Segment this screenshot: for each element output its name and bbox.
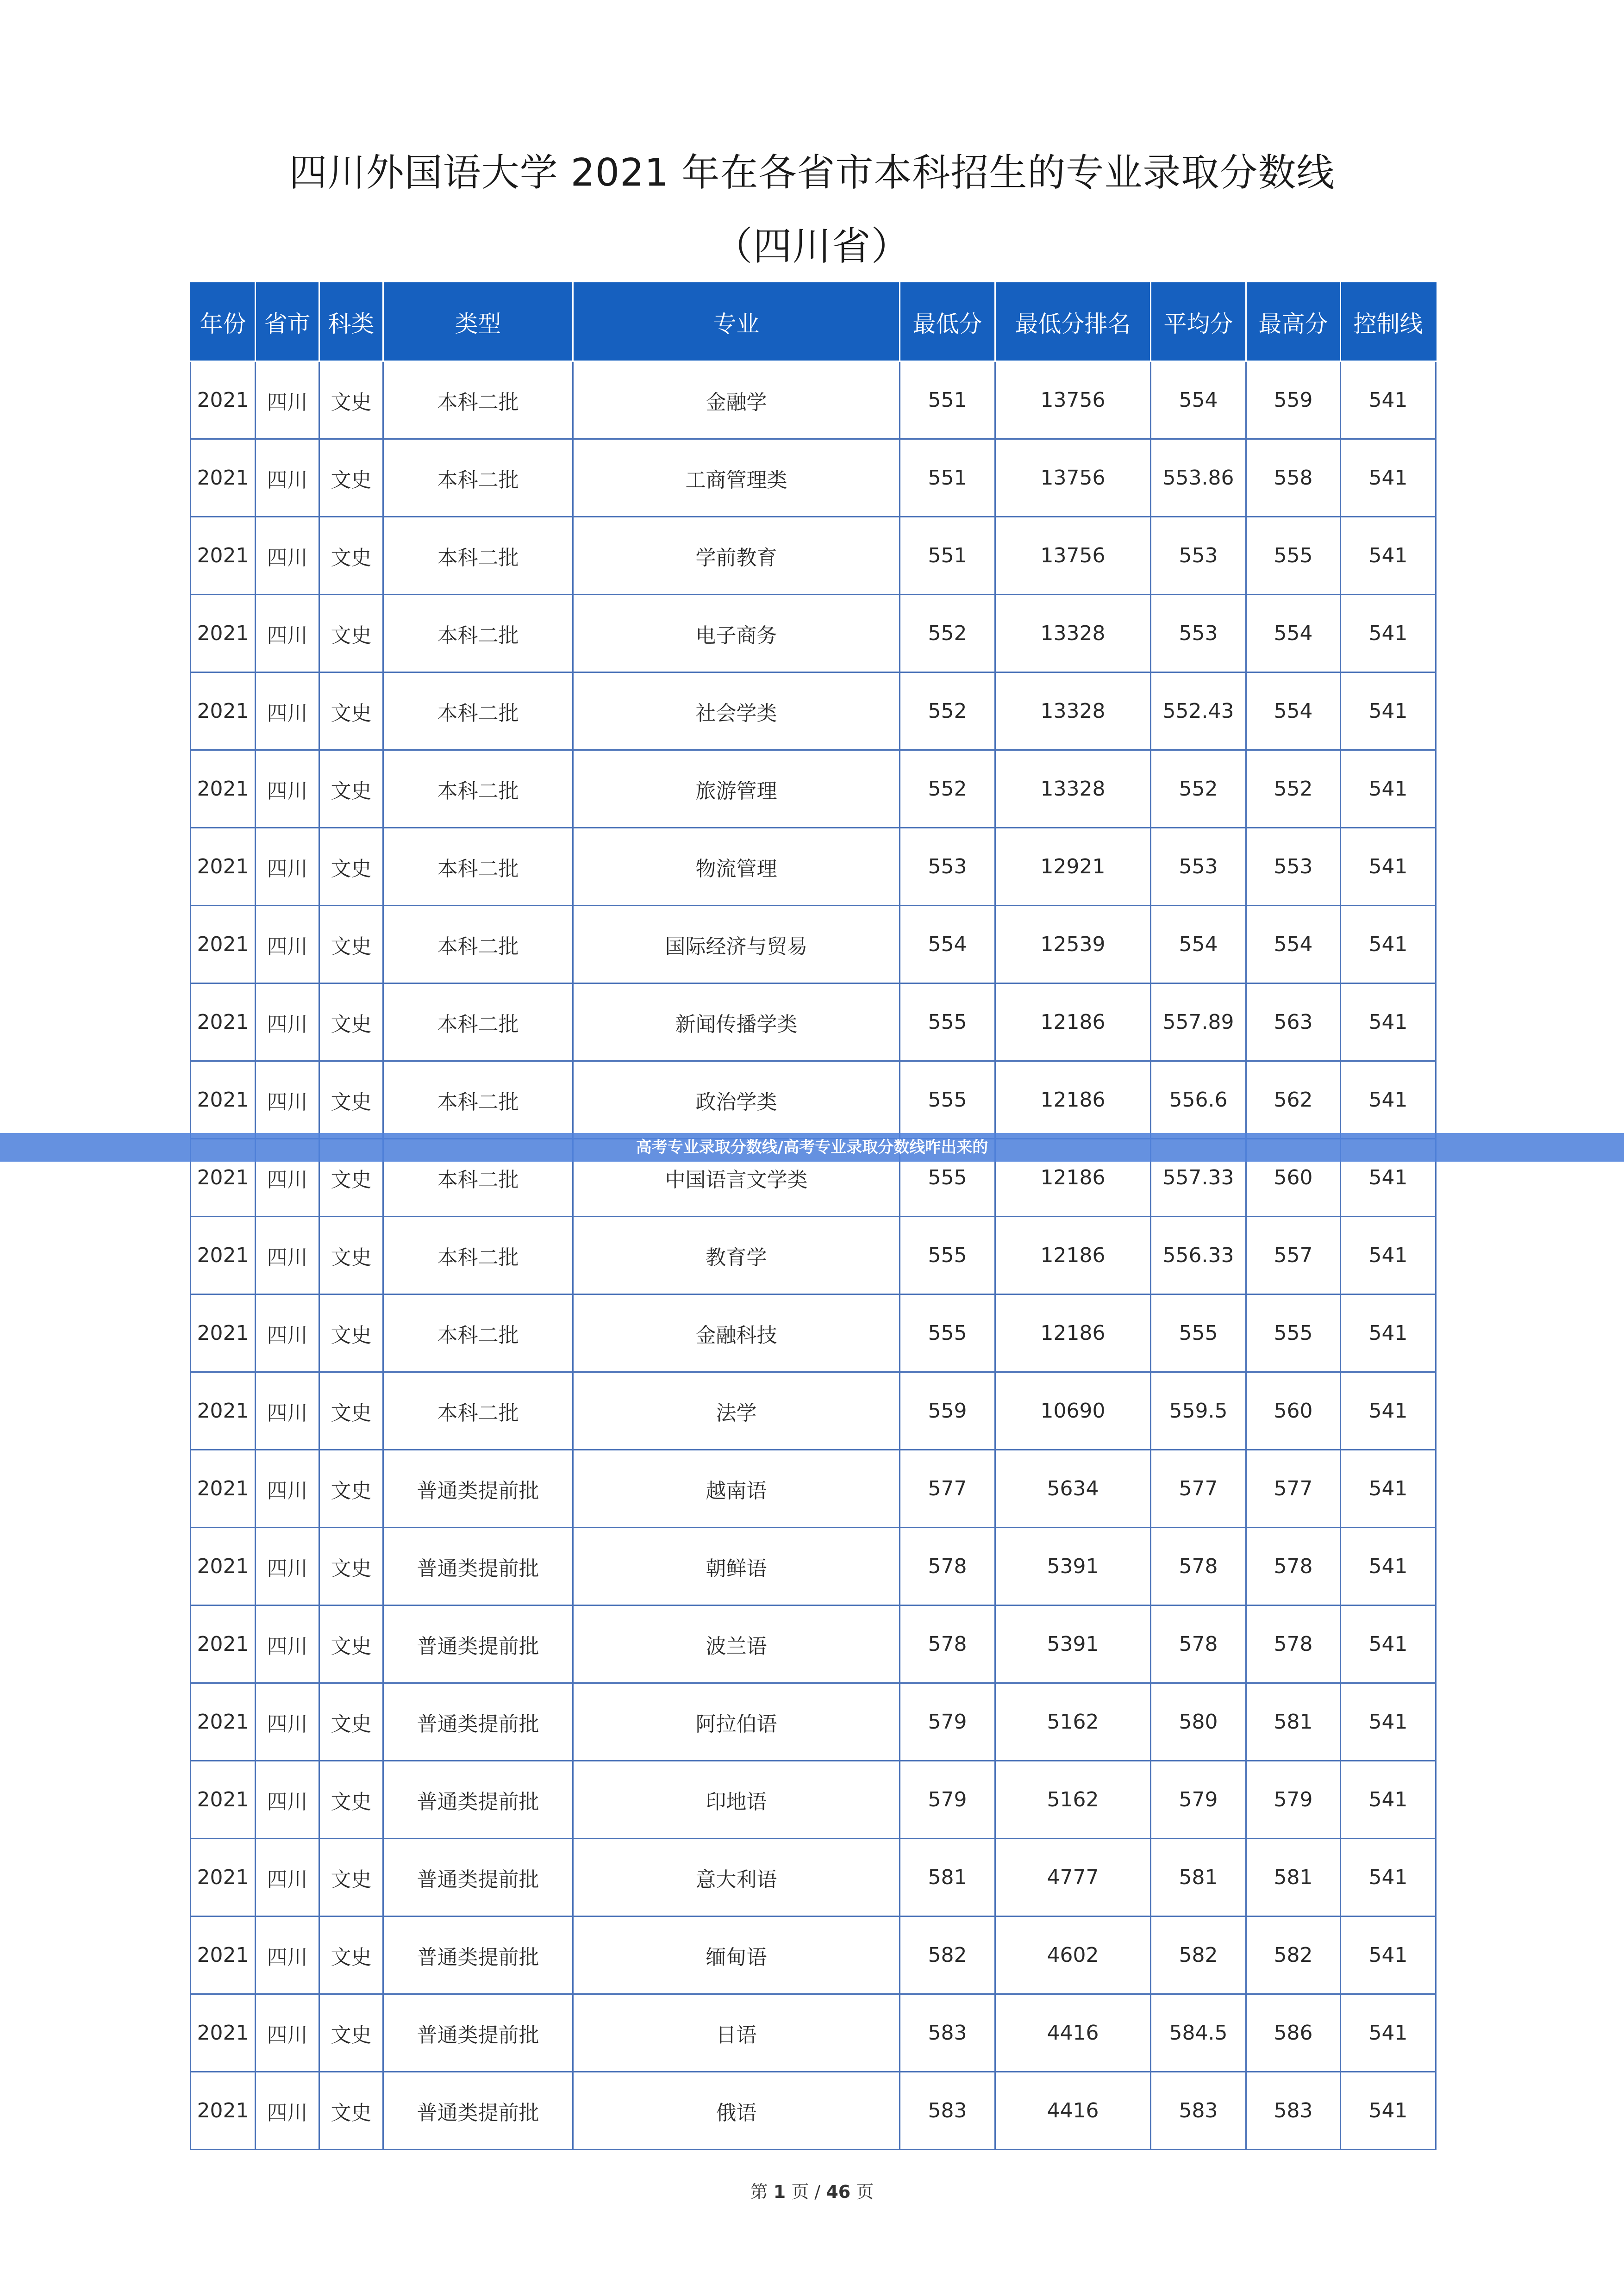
cell-max-score: 558 <box>1246 439 1341 517</box>
cell-major: 旅游管理 <box>573 750 900 828</box>
cell-avg-score: 578 <box>1151 1605 1246 1683</box>
cell-control-line: 541 <box>1341 1528 1436 1605</box>
cell-avg-score: 554 <box>1151 906 1246 983</box>
cell-province: 四川 <box>256 828 319 906</box>
cell-control-line: 541 <box>1341 1294 1436 1372</box>
cell-avg-score: 555 <box>1151 1294 1246 1372</box>
cell-avg-score: 577 <box>1151 1450 1246 1528</box>
table-row <box>191 1916 1436 1994</box>
cell-province: 四川 <box>256 1528 319 1605</box>
cell-max-score: 557 <box>1246 1217 1341 1294</box>
cell-year: 2021 <box>191 1294 256 1372</box>
cell-province: 四川 <box>256 361 319 439</box>
cell-min-score: 578 <box>900 1528 995 1605</box>
cell-control-line: 541 <box>1341 1061 1436 1139</box>
cell-year: 2021 <box>191 1605 256 1683</box>
cell-control-line: 541 <box>1341 1839 1436 1916</box>
cell-batch-type: 本科二批 <box>383 1061 573 1139</box>
cell-min-score: 555 <box>900 983 995 1061</box>
cell-min-score: 583 <box>900 2072 995 2150</box>
cell-province: 四川 <box>256 1839 319 1916</box>
cell-year: 2021 <box>191 595 256 672</box>
cell-category: 文史 <box>319 439 383 517</box>
cell-max-score: 583 <box>1246 2072 1341 2150</box>
cell-max-score: 577 <box>1246 1450 1341 1528</box>
header-min-score: 最低分 <box>900 283 995 361</box>
cell-control-line: 541 <box>1341 1450 1436 1528</box>
cell-max-score: 554 <box>1246 906 1341 983</box>
cell-max-score: 555 <box>1246 517 1341 595</box>
cell-min-rank: 12186 <box>995 983 1151 1061</box>
cell-batch-type: 普通类提前批 <box>383 1916 573 1994</box>
cell-province: 四川 <box>256 983 319 1061</box>
cell-max-score: 559 <box>1246 361 1341 439</box>
cell-category: 文史 <box>319 1372 383 1450</box>
footer-suffix: 页 <box>856 2182 874 2202</box>
cell-min-rank: 4777 <box>995 1839 1151 1916</box>
cell-min-score: 581 <box>900 1839 995 1916</box>
cell-avg-score: 579 <box>1151 1761 1246 1839</box>
table-row <box>191 2072 1436 2150</box>
cell-year: 2021 <box>191 828 256 906</box>
cell-province: 四川 <box>256 1217 319 1294</box>
cell-min-score: 555 <box>900 1139 995 1217</box>
cell-category: 文史 <box>319 1528 383 1605</box>
cell-min-score: 583 <box>900 1994 995 2072</box>
cell-major: 波兰语 <box>573 1605 900 1683</box>
cell-major: 国际经济与贸易 <box>573 906 900 983</box>
cell-major: 电子商务 <box>573 595 900 672</box>
cell-avg-score: 584.5 <box>1151 1994 1246 2072</box>
cell-min-rank: 4416 <box>995 2072 1151 2150</box>
cell-batch-type: 普通类提前批 <box>383 1761 573 1839</box>
cell-province: 四川 <box>256 1061 319 1139</box>
cell-batch-type: 本科二批 <box>383 1139 573 1217</box>
cell-min-score: 552 <box>900 750 995 828</box>
cell-min-rank: 5634 <box>995 1450 1151 1528</box>
cell-category: 文史 <box>319 906 383 983</box>
cell-province: 四川 <box>256 1916 319 1994</box>
cell-batch-type: 本科二批 <box>383 750 573 828</box>
cell-major: 朝鲜语 <box>573 1528 900 1605</box>
cell-category: 文史 <box>319 1450 383 1528</box>
cell-year: 2021 <box>191 1061 256 1139</box>
cell-major: 法学 <box>573 1372 900 1450</box>
table-row <box>191 672 1436 750</box>
cell-min-score: 555 <box>900 1061 995 1139</box>
cell-avg-score: 552.43 <box>1151 672 1246 750</box>
cell-major: 金融学 <box>573 361 900 439</box>
header-max-score: 最高分 <box>1246 283 1341 361</box>
overlay-banner[interactable]: 高考专业录取分数线/高考专业录取分数线咋出来的 <box>0 1133 1624 1162</box>
cell-province: 四川 <box>256 1994 319 2072</box>
cell-control-line: 541 <box>1341 1761 1436 1839</box>
cell-max-score: 554 <box>1246 672 1341 750</box>
table-row <box>191 750 1436 828</box>
table-row <box>191 906 1436 983</box>
header-year: 年份 <box>191 283 256 361</box>
cell-control-line: 541 <box>1341 1916 1436 1994</box>
cell-batch-type: 本科二批 <box>383 983 573 1061</box>
cell-control-line: 541 <box>1341 2072 1436 2150</box>
header-avg-score: 平均分 <box>1151 283 1246 361</box>
document-subtitle: （四川省） <box>713 224 911 269</box>
cell-batch-type: 本科二批 <box>383 672 573 750</box>
cell-batch-type: 本科二批 <box>383 595 573 672</box>
table-row <box>191 1372 1436 1450</box>
cell-min-rank: 4602 <box>995 1916 1151 1994</box>
cell-max-score: 581 <box>1246 1683 1341 1761</box>
cell-major: 新闻传播学类 <box>573 983 900 1061</box>
cell-major: 社会学类 <box>573 672 900 750</box>
table-row <box>191 595 1436 672</box>
cell-batch-type: 普通类提前批 <box>383 1528 573 1605</box>
table-row <box>191 1528 1436 1605</box>
cell-year: 2021 <box>191 2072 256 2150</box>
cell-min-rank: 5391 <box>995 1605 1151 1683</box>
cell-major: 政治学类 <box>573 1061 900 1139</box>
cell-batch-type: 普通类提前批 <box>383 1450 573 1528</box>
cell-year: 2021 <box>191 1683 256 1761</box>
cell-avg-score: 581 <box>1151 1839 1246 1916</box>
cell-major: 越南语 <box>573 1450 900 1528</box>
cell-major: 工商管理类 <box>573 439 900 517</box>
cell-min-rank: 12186 <box>995 1061 1151 1139</box>
cell-year: 2021 <box>191 361 256 439</box>
cell-min-rank: 13328 <box>995 750 1151 828</box>
cell-province: 四川 <box>256 1294 319 1372</box>
cell-control-line: 541 <box>1341 750 1436 828</box>
cell-category: 文史 <box>319 672 383 750</box>
cell-major: 中国语言文学类 <box>573 1139 900 1217</box>
cell-min-rank: 4416 <box>995 1994 1151 2072</box>
cell-control-line: 541 <box>1341 595 1436 672</box>
table-row <box>191 1061 1436 1139</box>
cell-province: 四川 <box>256 1605 319 1683</box>
cell-avg-score: 578 <box>1151 1528 1246 1605</box>
cell-year: 2021 <box>191 1916 256 1994</box>
cell-major: 阿拉伯语 <box>573 1683 900 1761</box>
cell-major: 日语 <box>573 1994 900 2072</box>
cell-year: 2021 <box>191 1372 256 1450</box>
cell-category: 文史 <box>319 517 383 595</box>
cell-category: 文史 <box>319 1217 383 1294</box>
cell-category: 文史 <box>319 1916 383 1994</box>
cell-max-score: 555 <box>1246 1294 1341 1372</box>
table-row <box>191 1761 1436 1839</box>
cell-category: 文史 <box>319 828 383 906</box>
cell-category: 文史 <box>319 361 383 439</box>
cell-major: 物流管理 <box>573 828 900 906</box>
document-title: 四川外国语大学 2021 年在各省市本科招生的专业录取分数线 <box>289 151 1335 195</box>
cell-min-rank: 5391 <box>995 1528 1151 1605</box>
cell-max-score: 586 <box>1246 1994 1341 2072</box>
table-row <box>191 1450 1436 1528</box>
header-control-line: 控制线 <box>1341 283 1436 361</box>
cell-min-score: 553 <box>900 828 995 906</box>
cell-avg-score: 583 <box>1151 2072 1246 2150</box>
cell-province: 四川 <box>256 2072 319 2150</box>
cell-province: 四川 <box>256 1761 319 1839</box>
cell-min-score: 551 <box>900 517 995 595</box>
table-row <box>191 1683 1436 1761</box>
cell-min-rank: 5162 <box>995 1683 1151 1761</box>
cell-min-score: 579 <box>900 1683 995 1761</box>
cell-year: 2021 <box>191 517 256 595</box>
cell-category: 文史 <box>319 1139 383 1217</box>
cell-min-rank: 12921 <box>995 828 1151 906</box>
cell-avg-score: 580 <box>1151 1683 1246 1761</box>
cell-max-score: 578 <box>1246 1528 1341 1605</box>
footer-page-number: 1 <box>773 2182 786 2202</box>
page-footer <box>0 2178 1624 2203</box>
cell-avg-score: 556.33 <box>1151 1217 1246 1294</box>
cell-avg-score: 557.33 <box>1151 1139 1246 1217</box>
cell-min-score: 577 <box>900 1450 995 1528</box>
cell-avg-score: 582 <box>1151 1916 1246 1994</box>
table-header-row <box>191 283 1436 361</box>
cell-major: 教育学 <box>573 1217 900 1294</box>
cell-batch-type: 本科二批 <box>383 439 573 517</box>
cell-avg-score: 557.89 <box>1151 983 1246 1061</box>
header-province: 省市 <box>256 283 319 361</box>
cell-avg-score: 559.5 <box>1151 1372 1246 1450</box>
cell-control-line: 541 <box>1341 828 1436 906</box>
cell-year: 2021 <box>191 983 256 1061</box>
cell-batch-type: 普通类提前批 <box>383 1605 573 1683</box>
cell-min-score: 551 <box>900 361 995 439</box>
cell-min-rank: 12539 <box>995 906 1151 983</box>
cell-category: 文史 <box>319 1994 383 2072</box>
table-row <box>191 361 1436 439</box>
cell-batch-type: 本科二批 <box>383 1372 573 1450</box>
cell-avg-score: 553 <box>1151 828 1246 906</box>
header-major: 专业 <box>573 283 900 361</box>
cell-min-score: 552 <box>900 595 995 672</box>
cell-province: 四川 <box>256 906 319 983</box>
cell-control-line: 541 <box>1341 439 1436 517</box>
header-batch-type: 类型 <box>383 283 573 361</box>
table-row <box>191 1217 1436 1294</box>
cell-avg-score: 554 <box>1151 361 1246 439</box>
footer-total-pages: 46 <box>826 2182 851 2202</box>
cell-batch-type: 本科二批 <box>383 906 573 983</box>
cell-max-score: 560 <box>1246 1372 1341 1450</box>
table-row <box>191 517 1436 595</box>
cell-avg-score: 556.6 <box>1151 1061 1246 1139</box>
cell-min-score: 582 <box>900 1916 995 1994</box>
cell-province: 四川 <box>256 1372 319 1450</box>
cell-province: 四川 <box>256 1139 319 1217</box>
cell-min-score: 579 <box>900 1761 995 1839</box>
cell-control-line: 541 <box>1341 517 1436 595</box>
cell-province: 四川 <box>256 517 319 595</box>
cell-batch-type: 本科二批 <box>383 361 573 439</box>
cell-batch-type: 普通类提前批 <box>383 1839 573 1916</box>
table-row <box>191 1294 1436 1372</box>
cell-control-line: 541 <box>1341 1605 1436 1683</box>
cell-major: 印地语 <box>573 1761 900 1839</box>
cell-major: 缅甸语 <box>573 1916 900 1994</box>
cell-max-score: 582 <box>1246 1916 1341 1994</box>
cell-min-rank: 13328 <box>995 672 1151 750</box>
cell-min-rank: 13756 <box>995 361 1151 439</box>
table-row <box>191 1839 1436 1916</box>
cell-province: 四川 <box>256 750 319 828</box>
cell-control-line: 541 <box>1341 983 1436 1061</box>
cell-year: 2021 <box>191 1839 256 1916</box>
cell-batch-type: 本科二批 <box>383 828 573 906</box>
admission-score-table <box>190 282 1437 2150</box>
cell-year: 2021 <box>191 906 256 983</box>
cell-max-score: 554 <box>1246 595 1341 672</box>
cell-major: 金融科技 <box>573 1294 900 1372</box>
cell-control-line: 541 <box>1341 1139 1436 1217</box>
cell-min-rank: 13756 <box>995 439 1151 517</box>
cell-avg-score: 553 <box>1151 517 1246 595</box>
cell-min-score: 554 <box>900 906 995 983</box>
cell-max-score: 552 <box>1246 750 1341 828</box>
cell-max-score: 579 <box>1246 1761 1341 1839</box>
cell-min-rank: 13756 <box>995 517 1151 595</box>
cell-max-score: 581 <box>1246 1839 1341 1916</box>
cell-category: 文史 <box>319 1294 383 1372</box>
cell-control-line: 541 <box>1341 1683 1436 1761</box>
cell-category: 文史 <box>319 1839 383 1916</box>
cell-batch-type: 普通类提前批 <box>383 1994 573 2072</box>
table-row <box>191 828 1436 906</box>
cell-batch-type: 本科二批 <box>383 1294 573 1372</box>
cell-year: 2021 <box>191 1450 256 1528</box>
cell-max-score: 560 <box>1246 1139 1341 1217</box>
cell-control-line: 541 <box>1341 672 1436 750</box>
cell-year: 2021 <box>191 1217 256 1294</box>
cell-category: 文史 <box>319 595 383 672</box>
cell-year: 2021 <box>191 672 256 750</box>
cell-year: 2021 <box>191 1761 256 1839</box>
cell-control-line: 541 <box>1341 906 1436 983</box>
cell-control-line: 541 <box>1341 361 1436 439</box>
cell-year: 2021 <box>191 1528 256 1605</box>
cell-control-line: 541 <box>1341 1372 1436 1450</box>
cell-min-score: 559 <box>900 1372 995 1450</box>
table-row <box>191 1605 1436 1683</box>
cell-batch-type: 普通类提前批 <box>383 2072 573 2150</box>
cell-province: 四川 <box>256 672 319 750</box>
cell-min-score: 551 <box>900 439 995 517</box>
cell-major: 学前教育 <box>573 517 900 595</box>
table-row <box>191 983 1436 1061</box>
cell-year: 2021 <box>191 1139 256 1217</box>
header-category: 科类 <box>319 283 383 361</box>
cell-category: 文史 <box>319 1683 383 1761</box>
cell-major: 意大利语 <box>573 1839 900 1916</box>
cell-avg-score: 552 <box>1151 750 1246 828</box>
cell-min-rank: 12186 <box>995 1217 1151 1294</box>
cell-min-rank: 12186 <box>995 1139 1151 1217</box>
footer-prefix: 第 <box>750 2182 768 2202</box>
cell-avg-score: 553.86 <box>1151 439 1246 517</box>
cell-min-score: 555 <box>900 1217 995 1294</box>
cell-province: 四川 <box>256 1683 319 1761</box>
cell-category: 文史 <box>319 2072 383 2150</box>
cell-batch-type: 普通类提前批 <box>383 1683 573 1761</box>
cell-batch-type: 本科二批 <box>383 1217 573 1294</box>
cell-major: 俄语 <box>573 2072 900 2150</box>
cell-avg-score: 553 <box>1151 595 1246 672</box>
table-row <box>191 1994 1436 2072</box>
cell-min-score: 552 <box>900 672 995 750</box>
cell-category: 文史 <box>319 983 383 1061</box>
cell-min-rank: 5162 <box>995 1761 1151 1839</box>
cell-control-line: 541 <box>1341 1994 1436 2072</box>
cell-province: 四川 <box>256 439 319 517</box>
cell-min-rank: 12186 <box>995 1294 1151 1372</box>
cell-category: 文史 <box>319 1761 383 1839</box>
cell-max-score: 578 <box>1246 1605 1341 1683</box>
footer-middle: 页 / <box>791 2182 821 2202</box>
cell-year: 2021 <box>191 439 256 517</box>
header-min-rank: 最低分排名 <box>995 283 1151 361</box>
cell-max-score: 562 <box>1246 1061 1341 1139</box>
cell-province: 四川 <box>256 595 319 672</box>
cell-min-score: 578 <box>900 1605 995 1683</box>
cell-min-rank: 10690 <box>995 1372 1151 1450</box>
cell-min-score: 555 <box>900 1294 995 1372</box>
table-row <box>191 439 1436 517</box>
cell-category: 文史 <box>319 1061 383 1139</box>
cell-min-rank: 13328 <box>995 595 1151 672</box>
cell-max-score: 563 <box>1246 983 1341 1061</box>
cell-control-line: 541 <box>1341 1217 1436 1294</box>
cell-max-score: 553 <box>1246 828 1341 906</box>
cell-year: 2021 <box>191 1994 256 2072</box>
cell-year: 2021 <box>191 750 256 828</box>
cell-batch-type: 本科二批 <box>383 517 573 595</box>
cell-category: 文史 <box>319 750 383 828</box>
cell-province: 四川 <box>256 1450 319 1528</box>
cell-category: 文史 <box>319 1605 383 1683</box>
